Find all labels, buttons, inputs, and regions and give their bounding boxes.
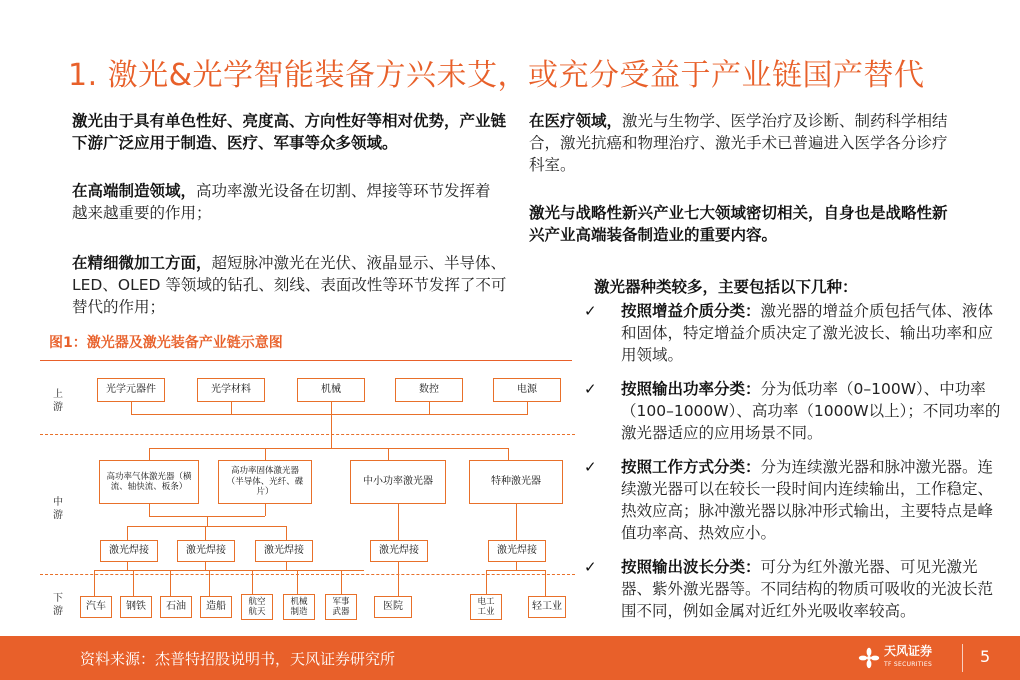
list-item: ✓ 按照工作方式分类：分为连续激光器和脉冲激光器。连续激光器可以在较长一段时间内连续输出，工作稳定、热效应高；脉冲激光器以脉冲形式输出，主要特点是峰值功率高、热效应小。 [584, 458, 994, 542]
laser-box: 中小功率激光器 [350, 460, 446, 504]
upstream-box: 光学元器件 [97, 378, 165, 402]
downstream-box: 机械制造 [283, 594, 315, 620]
level-label-upstream: 上游 [53, 389, 63, 413]
list-item: ✓ 按照增益介质分类：激光器的增益介质包括气体、液体和固体，特定增益介质决定了激光波长、输出功率和应用领域。 [584, 302, 994, 364]
strategic-paragraph: 激光与战略性新兴产业七大领域密切相关，自身也是战略性新兴产业高端装备制造业的重要内容。 [529, 204, 948, 244]
list-item: ✓ 按照输出功率分类：分为低功率（0–100W）、中功率（100–1000W）、高功率（1000W以上）；不同功率的激光器适应的应用场景不同。 [584, 380, 1001, 442]
level-label-midstream: 中游 [53, 497, 63, 521]
separator [40, 574, 575, 575]
downstream-box: 航空航天 [241, 594, 273, 620]
figure-title: 图1：激光器及激光装备产业链示意图 [49, 335, 283, 351]
upstream-box: 电源 [493, 378, 561, 402]
welding-box: 激光焊接 [177, 540, 235, 562]
footer-bar [0, 636, 1020, 680]
welding-box: 激光焊接 [370, 540, 428, 562]
laser-types-list [584, 300, 1004, 634]
list-item: ✓ 按照输出波长分类：可分为红外激光器、可见光激光器、紫外激光器等。不同结构的物质可吸收的光波长范围不同，例如金属对近红外光吸收率较高。 [584, 558, 994, 620]
downstream-box: 石油 [160, 596, 192, 618]
downstream-box: 轻工业 [528, 596, 566, 618]
downstream-box: 医院 [374, 596, 412, 618]
logo-text-cn: 天风证券 [884, 644, 933, 658]
flower-logo-icon [858, 647, 880, 669]
downstream-box: 电工工业 [470, 594, 502, 620]
upstream-box: 光学材料 [197, 378, 265, 402]
laser-box: 高功率固体激光器（半导体、光纤、碟片） [218, 460, 312, 504]
page-title: 1. 激光&光学智能装备方兴未艾，或充分受益于产业链国产替代 [68, 58, 925, 93]
figure-divider [40, 360, 572, 361]
checkmark-icon: ✓ [584, 380, 597, 398]
checkmark-icon: ✓ [584, 458, 597, 476]
welding-box: 激光焊接 [255, 540, 313, 562]
separator [40, 434, 575, 435]
brand-logo [858, 643, 958, 673]
source-note: 资料来源：杰普特招股说明书，天风证券研究所 [80, 650, 396, 668]
laser-box: 高功率气体激光器（横流、轴快流、板条） [99, 460, 199, 504]
level-label-downstream: 下游 [53, 593, 63, 617]
footer-divider [962, 644, 963, 672]
industry-chain-diagram [40, 366, 575, 628]
downstream-box: 军事武器 [325, 594, 357, 620]
micromachining-paragraph: 在精细微加工方面，超短脉冲激光在光伏、液晶显示、半导体、LED、OLED 等领域的钻孔、刻线、表面改性等环节发挥了不可替代的作用； [72, 254, 507, 316]
laser-types-intro: 激光器种类较多，主要包括以下几种： [594, 278, 858, 296]
downstream-box: 钢铁 [120, 596, 152, 618]
intro-paragraph: 激光由于具有单色性好、亮度高、方向性好等相对优势，产业链下游广泛应用于制造、医疗、军事等众多领域。 [72, 112, 507, 152]
upstream-box: 机械 [297, 378, 365, 402]
logo-text-en: TF SECURITIES [884, 661, 933, 668]
laser-box: 特种激光器 [469, 460, 563, 504]
checkmark-icon: ✓ [584, 558, 597, 576]
checkmark-icon: ✓ [584, 302, 597, 320]
page-number: 5 [980, 647, 991, 666]
manufacturing-paragraph: 在高端制造领域，高功率激光设备在切割、焊接等环节发挥着越来越重要的作用； [72, 182, 491, 222]
welding-box: 激光焊接 [488, 540, 546, 562]
downstream-box: 造船 [200, 596, 232, 618]
medical-paragraph: 在医疗领域，激光与生物学、医学治疗及诊断、制药科学相结合，激光抗癌和物理治疗、激光手术已普遍进入医学各分诊疗科室。 [529, 112, 948, 174]
welding-box: 激光焊接 [100, 540, 158, 562]
upstream-box: 数控 [395, 378, 463, 402]
downstream-box: 汽车 [80, 596, 112, 618]
